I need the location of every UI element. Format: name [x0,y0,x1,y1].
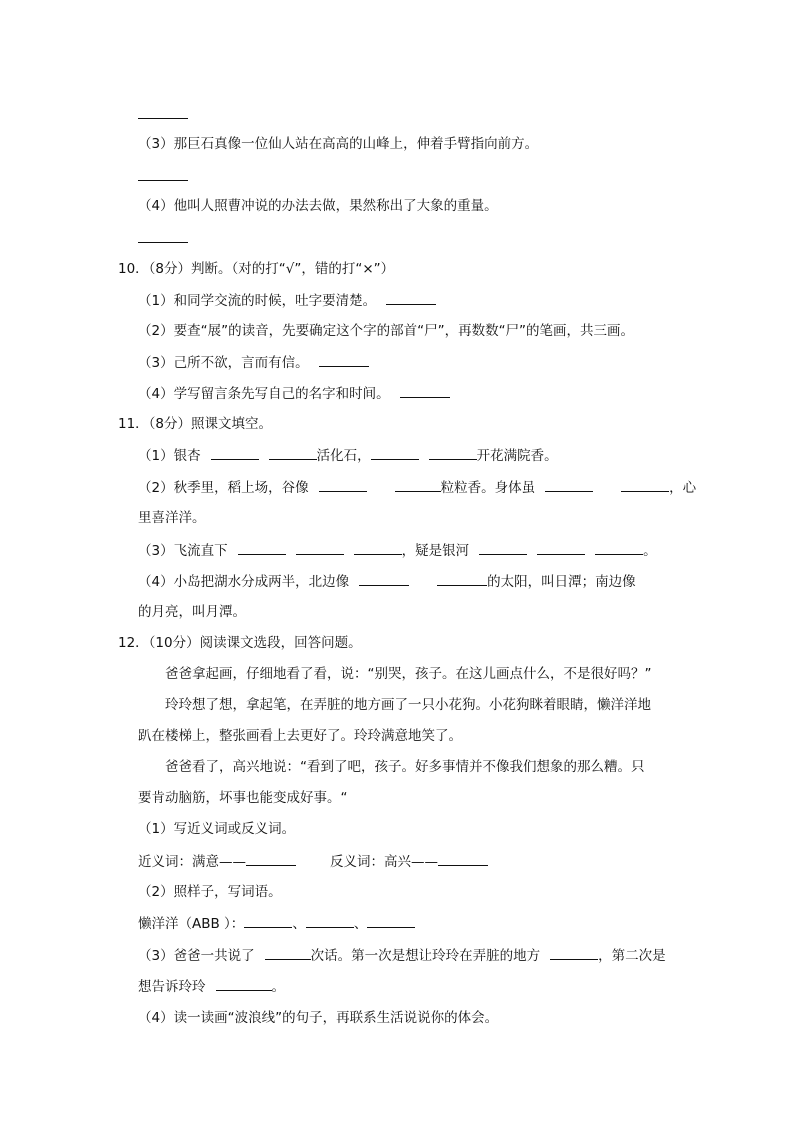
passage-paragraph: 玲玲想了想，拿起笔，在弄脏的地方画了一只小花狗。小花狗眯着眼睛，懒洋洋地 [165,697,651,713]
fill-text: 。 [643,543,657,559]
answer-blank [246,851,296,866]
q10-item-text: （3）己所不欲，言而有信。 [138,355,309,371]
q10-item [138,383,450,404]
passage-paragraph: 爸爸拿起画，仔细地看了看，说：“别哭，孩子。在这儿画点什么，不是很好吗？” [165,666,652,682]
fill-text: （3）爸爸一共说了 [138,948,255,964]
fill-text: （3）飞流直下 [138,543,228,559]
fill-text: 粒粒香。身体虽 [440,480,536,496]
q12-sub-2: （2）照样子，写词语。 [138,884,282,900]
answer-blank [306,913,354,928]
answer-blank [319,352,369,367]
answer-blank [395,477,441,492]
q11-line-2b: 里喜洋洋。 [138,510,206,526]
answer-blank [545,477,593,492]
fill-text: 想告诉玲玲 [138,979,206,995]
passage-paragraph-cont: 趴在楼梯上，整张画看上去更好了。玲玲满意地笑了。 [138,728,462,744]
fill-text: 开花满院香。 [476,448,558,464]
answer-blank [429,445,477,460]
answer-blank [479,540,527,555]
answer-blank [211,445,259,460]
separator: 、 [353,916,368,932]
q12-title: 12．（10分）阅读课文选段，回答问题。 [118,635,362,651]
q10-item-text: （1）和同学交流的时候，吐字要清楚。 [138,293,377,309]
q11-line-4 [138,571,636,592]
fill-text: ，疑是银河 [401,543,470,559]
q11-line-1 [138,445,558,466]
q10-item: （2）要查“展”的读音，先要确定这个字的部首“尸”，再数数“尸”的笔画，共三画。 [138,323,635,339]
q12-sub-4: （4）读一读画“波浪线”的句子，再联系生活说说你的体会。 [138,1010,499,1026]
fill-text: ，心 [669,480,697,496]
q10-title: 10．（8分）判断。（对的打“√”，错的打“×”） [118,261,395,277]
fill-text: ，第二次是 [598,948,666,964]
answer-line [138,166,188,187]
q10-item [138,290,436,311]
fill-text: （1）银杏 [138,448,201,464]
answer-blank [386,290,436,305]
answer-blank [438,851,488,866]
q12-sub-3b [138,976,285,997]
answer-blank [367,913,415,928]
q11-line-3 [138,540,657,561]
answer-blank [319,477,367,492]
answer-blank [400,383,450,398]
q12-sub-2-answers [138,913,415,934]
fill-text: 的太阳，叫日潭；南边像 [487,574,636,590]
separator: 、 [292,916,306,932]
fill-text: （2）秋季里，稻上场，谷像 [138,480,309,496]
answer-blank [354,540,402,555]
passage-paragraph-cont: 要肯动脑筋，坏事也能变成好事。“ [138,790,348,806]
fill-text: （4）小岛把湖水分成两半，北边像 [138,574,350,590]
answer-blank [216,976,272,991]
q10-item [138,352,369,373]
answer-line [138,104,188,125]
q9-item-4: （4）他叫人照曹冲说的办法去做，果然称出了大象的重量。 [138,198,498,214]
answer-blank [437,571,487,586]
answer-blank [359,571,409,586]
answer-line [138,228,188,249]
passage-paragraph: 爸爸看了，高兴地说：“看到了吧，孩子。好多事情并不像我们想象的那么糟。只 [165,759,645,775]
answer-blank [296,540,344,555]
answer-blank [371,445,419,460]
q12-sub-1-answers [138,851,488,872]
answer-blank [537,540,585,555]
answer-blank [238,540,286,555]
answer-blank [550,945,598,960]
fill-text: 。 [271,979,285,995]
q12-sub-3 [138,945,666,966]
answer-blank [244,913,292,928]
q11-line-4b: 的月亮，叫月潭。 [138,604,246,620]
q10-item-text: （4）学写留言条先写自己的名字和时间。 [138,386,390,402]
answer-blank [269,445,317,460]
answer-blank [265,945,311,960]
fill-text: 次话。第一次是想让玲玲在弄脏的地方 [310,948,541,964]
q11-line-2 [138,477,696,498]
synonym-label: 近义词：满意—— [138,854,246,870]
answer-blank [621,477,669,492]
q12-sub-1: （1）写近义词或反义词。 [138,821,296,837]
q9-item-3: （3）那巨石真像一位仙人站在高高的山峰上，伸着手臂指向前方。 [138,136,539,152]
answer-blank [595,540,643,555]
fill-text: 活化石， [316,448,371,464]
antonym-label: 反义词：高兴—— [330,854,438,870]
abb-label: 懒洋洋（ABB ）： [138,916,245,932]
q11-title: 11．（8分）照课文填空。 [118,416,273,432]
